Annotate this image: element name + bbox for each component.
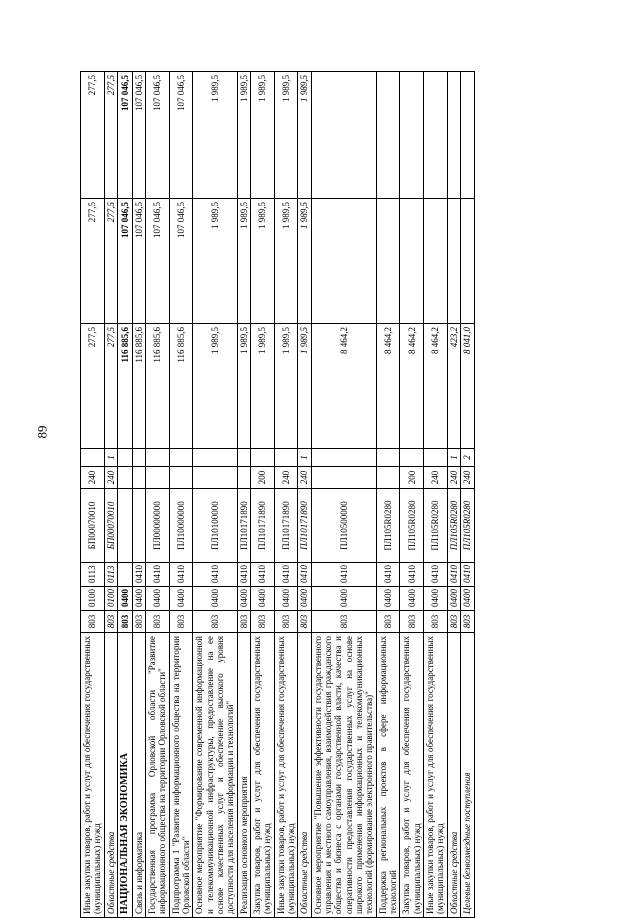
code-gr: 803 [118,611,133,633]
row-name: Закупка товаров, работ и услуг для обеспечения государственных (муниципальных) нужд [400,633,424,918]
sum-year-1: 277,5 [81,324,105,449]
code-gr: 803 [274,611,298,633]
code-vr: 240 [274,467,298,489]
row-name: Иные закупки товаров, работ и услуг для обеспечения государственных (муниципальных) нужд [81,633,105,918]
code-vr [132,467,145,489]
code-gr: 803 [169,611,193,633]
sum-year-1: 1 989,5 [237,324,250,449]
code-source [145,449,169,467]
sum-year-3: 277,5 [81,72,105,199]
sum-year-1: 1 989,5 [250,324,274,449]
code-pr: 0410 [376,563,400,587]
code-csr: ПЛ10500000 [311,489,376,563]
code-pr: 0410 [132,563,145,587]
code-gr: 803 [376,611,400,633]
row-name: НАЦИОНАЛЬНАЯ ЭКОНОМИКА [118,633,133,918]
sum-year-3 [400,72,424,199]
sum-year-3 [424,72,448,199]
sum-year-1: 1 989,5 [193,324,237,449]
code-rz: 0400 [447,587,460,611]
code-source: 2 [461,449,474,467]
code-source [400,449,424,467]
code-source [132,449,145,467]
sum-year-2 [424,199,448,324]
sum-year-1: 423,2 [447,324,460,449]
code-pr: 0410 [424,563,448,587]
sum-year-1: 1 989,5 [274,324,298,449]
sum-year-3: 1 989,5 [298,72,311,199]
sum-year-3: 1 989,5 [237,72,250,199]
code-rz: 0400 [311,587,376,611]
code-csr: БП00070010 [104,489,117,563]
code-source [311,449,376,467]
table-row [169,72,193,918]
code-gr: 803 [424,611,448,633]
code-vr [145,467,169,489]
table-row [447,72,460,918]
sum-year-1: 8 464,2 [376,324,400,449]
table-row [274,72,298,918]
sum-year-1: 1 989,5 [298,324,311,449]
sum-year-1: 8 464,2 [311,324,376,449]
code-vr: 240 [461,467,474,489]
code-source [193,449,237,467]
code-vr: 240 [81,467,105,489]
code-csr: ПЛ10171890 [274,489,298,563]
sum-year-3: 107 046,5 [145,72,169,199]
sum-year-2: 1 989,5 [193,199,237,324]
row-name: Основное мероприятие "Повышение эффективности государственного управления и местного самоуправления, взаимодействия гражданского общества и бизнеса с органами государственной власти, качества и оперативности предоставления государственных услуг на основе широкого применения информационных и телекоммуникационных технологий (формирование электронного правительства)" [311,633,376,918]
row-name: Иные закупки товаров, работ и услуг для обеспечения государственных (муниципальных) нужд [424,633,448,918]
sum-year-3: 107 046,5 [118,72,133,199]
code-gr: 803 [132,611,145,633]
code-gr: 803 [237,611,250,633]
code-pr: 0410 [298,563,311,587]
sum-year-3: 1 989,5 [193,72,237,199]
code-pr: 0410 [311,563,376,587]
code-gr: 803 [298,611,311,633]
code-rz: 0400 [193,587,237,611]
sum-year-1: 8 464,2 [424,324,448,449]
code-rz: 0400 [376,587,400,611]
sum-year-3 [376,72,400,199]
table-row [118,72,133,918]
code-rz: 0400 [250,587,274,611]
code-vr: 240 [447,467,460,489]
code-pr: 0410 [250,563,274,587]
table-row [132,72,145,918]
code-pr: 0410 [169,563,193,587]
sum-year-1: 116 885,6 [169,324,193,449]
sum-year-2: 1 989,5 [237,199,250,324]
code-rz: 0400 [274,587,298,611]
code-csr: ПЛ105R0280 [376,489,400,563]
code-csr: ПЛ10171890 [250,489,274,563]
code-source [237,449,250,467]
code-csr: ПЛ10000000 [169,489,193,563]
code-vr [193,467,237,489]
sum-year-1: 116 885,6 [118,324,133,449]
row-name: Основное мероприятие "Формирование современной информационной и телекоммуникационной инфраструктуры, предоставление на ее основе качественных услуг и обеспечение высокого уровня доступности для населения информации и технологий" [193,633,237,918]
row-name: Закупка товаров, работ и услуг для обеспечения государственных (муниципальных) нужд [250,633,274,918]
code-vr [311,467,376,489]
code-rz: 0100 [104,587,117,611]
sum-year-3: 1 989,5 [274,72,298,199]
table-row [311,72,376,918]
sum-year-1: 8 464,2 [400,324,424,449]
row-name: Поддержка региональных проектов в сфере информационных технологий [376,633,400,918]
code-pr: 0410 [447,563,460,587]
sum-year-2 [447,199,460,324]
code-gr: 803 [104,611,117,633]
sum-year-2: 277,5 [81,199,105,324]
row-name: Целевые безвозмездные поступления [461,633,474,918]
row-name: Областные средства [104,633,117,918]
code-rz: 0400 [461,587,474,611]
sum-year-2: 107 046,5 [132,199,145,324]
rotated-page [80,72,612,918]
code-vr: 240 [104,467,117,489]
code-gr: 803 [193,611,237,633]
sum-year-2: 1 989,5 [298,199,311,324]
code-csr: ПЛ105R0280 [447,489,460,563]
code-pr: 0410 [461,563,474,587]
sum-year-2 [461,199,474,324]
sum-year-2: 107 046,5 [169,199,193,324]
code-source [169,449,193,467]
table-row [193,72,237,918]
code-source [118,449,133,467]
row-name: Подпрограмма 1 "Развитие информационного общества на территории Орловской области" [169,633,193,918]
code-gr: 803 [250,611,274,633]
sum-year-1: 116 885,6 [132,324,145,449]
code-rz: 0100 [81,587,105,611]
sum-year-3: 107 046,5 [132,72,145,199]
code-csr [132,489,145,563]
code-csr: ПЛ10171890 [298,489,311,563]
sum-year-3 [461,72,474,199]
code-vr: 200 [250,467,274,489]
code-source: 1 [104,449,117,467]
code-gr: 803 [145,611,169,633]
sum-year-1: 8 041,0 [461,324,474,449]
code-rz: 0400 [169,587,193,611]
table-row [104,72,117,918]
table-row [145,72,169,918]
code-gr: 803 [447,611,460,633]
code-vr [237,467,250,489]
row-name: Областные средства [447,633,460,918]
code-pr: 0410 [193,563,237,587]
code-pr: 0113 [104,563,117,587]
page-number: 89 [34,425,50,439]
table-row [81,72,105,918]
sum-year-2: 107 046,5 [145,199,169,324]
code-vr: 240 [424,467,448,489]
table-body [81,72,475,918]
code-vr [118,467,133,489]
table-row [376,72,400,918]
sum-year-1: 116 885,6 [145,324,169,449]
code-source [81,449,105,467]
sum-year-1: 277,5 [104,324,117,449]
code-vr [169,467,193,489]
code-rz: 0400 [298,587,311,611]
sum-year-3 [311,72,376,199]
sum-year-2 [376,199,400,324]
code-csr: ПЛ105R0280 [400,489,424,563]
code-csr: ПЛ10171890 [237,489,250,563]
code-rz: 0400 [145,587,169,611]
code-pr: 0410 [145,563,169,587]
code-csr: ПЛ105R0280 [424,489,448,563]
code-csr [118,489,133,563]
row-name: Связь и информатика [132,633,145,918]
row-name: Реализация основного мероприятия [237,633,250,918]
table-row [424,72,448,918]
code-csr: БП00070010 [81,489,105,563]
code-csr: ПЛ10100000 [193,489,237,563]
row-name: Государственная программа Орловской области "Развитие информационного общества на территории Орловской области" [145,633,169,918]
sum-year-3: 277,5 [104,72,117,199]
sum-year-2: 1 989,5 [250,199,274,324]
code-source: 1 [447,449,460,467]
sum-year-2: 277,5 [104,199,117,324]
code-rz: 0400 [400,587,424,611]
code-pr: 0410 [400,563,424,587]
code-gr: 803 [81,611,105,633]
sum-year-2 [400,199,424,324]
code-pr [118,563,133,587]
code-pr: 0113 [81,563,105,587]
code-rz: 0400 [118,587,133,611]
table-row [461,72,474,918]
code-csr: ПЛ00000000 [145,489,169,563]
table-row [250,72,274,918]
code-source [250,449,274,467]
code-source [376,449,400,467]
code-rz: 0400 [132,587,145,611]
code-vr: 240 [298,467,311,489]
code-rz: 0400 [237,587,250,611]
budget-table [80,71,475,918]
sum-year-2: 107 046,5 [118,199,133,324]
sum-year-2 [311,199,376,324]
code-pr: 0410 [237,563,250,587]
code-csr: ПЛ105R0280 [461,489,474,563]
sum-year-3: 1 989,5 [250,72,274,199]
sum-year-3: 107 046,5 [169,72,193,199]
code-source [424,449,448,467]
code-source [274,449,298,467]
row-name: Иные закупки товаров, работ и услуг для обеспечения государственных (муниципальных) нужд [274,633,298,918]
table-row [237,72,250,918]
code-gr: 803 [311,611,376,633]
code-vr: 200 [400,467,424,489]
table-row [400,72,424,918]
code-pr: 0410 [274,563,298,587]
code-vr [376,467,400,489]
code-gr: 803 [400,611,424,633]
row-name: Областные средства [298,633,311,918]
code-rz: 0400 [424,587,448,611]
code-gr: 803 [461,611,474,633]
sum-year-3 [447,72,460,199]
code-source: 1 [298,449,311,467]
sum-year-2: 1 989,5 [274,199,298,324]
table-row [298,72,311,918]
